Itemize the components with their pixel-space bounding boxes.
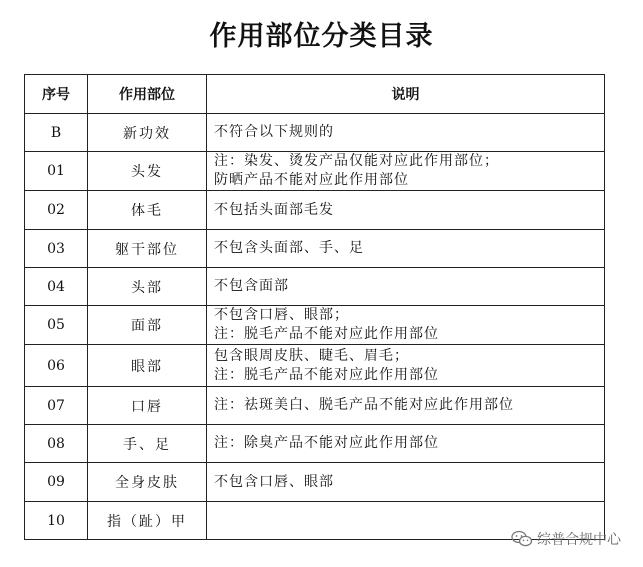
description-line: 注：祛斑美白、脱毛产品不能对应此作用部位 [214, 397, 514, 413]
row-description [207, 306, 605, 345]
row-description [207, 152, 605, 191]
row-part: 面部 [88, 306, 207, 345]
table-row [25, 230, 605, 268]
row-part: 新功效 [88, 114, 207, 152]
row-number: 09 [25, 463, 88, 502]
row-part: 躯干部位 [88, 230, 207, 268]
row-description [207, 191, 605, 230]
description-line: 不符合以下规则的 [214, 124, 334, 140]
row-number: 06 [25, 345, 88, 387]
row-number: 08 [25, 425, 88, 463]
wechat-icon [511, 530, 533, 548]
row-part: 全身皮肤 [88, 463, 207, 502]
row-number: 07 [25, 387, 88, 425]
row-part: 指（趾）甲 [88, 502, 207, 540]
row-description [207, 425, 605, 463]
page-title: 作用部位分类目录 [209, 21, 434, 52]
table-row [25, 345, 605, 387]
row-description [207, 268, 605, 306]
row-part: 体毛 [88, 191, 207, 230]
row-part: 头发 [88, 152, 207, 191]
table-row [25, 152, 605, 191]
header-no: 序号 [25, 75, 88, 114]
watermark-text: 综普合规中心 [537, 532, 621, 548]
category-table [24, 74, 605, 540]
description-line: 包含眼周皮肤、睫毛、眉毛； [214, 347, 409, 364]
row-number: B [25, 114, 88, 152]
description-line: 不包含口唇、眼部 [214, 473, 334, 490]
description-line: 不包括头面部毛发 [214, 201, 334, 218]
row-number: 05 [25, 306, 88, 345]
watermark [511, 529, 621, 549]
table-row [25, 114, 605, 152]
row-number: 02 [25, 191, 88, 230]
table-row [25, 268, 605, 306]
row-part: 口唇 [88, 387, 207, 425]
table-row [25, 463, 605, 502]
description-line: 注：脱毛产品不能对应此作用部位 [214, 366, 439, 383]
row-number: 04 [25, 268, 88, 306]
row-number: 01 [25, 152, 88, 191]
row-description [207, 387, 605, 425]
header-desc: 说明 [207, 75, 605, 114]
table-row [25, 306, 605, 345]
description-line: 注：脱毛产品不能对应此作用部位 [214, 326, 439, 342]
row-description [207, 463, 605, 502]
description-line: 不包含头面部、手、足 [214, 240, 364, 256]
description-line: 注：除臭产品不能对应此作用部位 [214, 435, 439, 451]
row-description [207, 230, 605, 268]
description-line: 注：染发、烫发产品仅能对应此作用部位； [214, 153, 499, 169]
row-number: 10 [25, 502, 88, 540]
row-description [207, 114, 605, 152]
description-line: 不包含面部 [214, 278, 289, 294]
description-line: 不包含口唇、眼部； [214, 307, 349, 323]
description-line: 防晒产品不能对应此作用部位 [214, 172, 409, 188]
table-row [25, 191, 605, 230]
table-row [25, 425, 605, 463]
row-number: 03 [25, 230, 88, 268]
row-part: 手、足 [88, 425, 207, 463]
row-description [207, 345, 605, 387]
table-header-row [25, 75, 605, 114]
table-row [25, 387, 605, 425]
row-part: 眼部 [88, 345, 207, 387]
row-part: 头部 [88, 268, 207, 306]
header-part: 作用部位 [88, 75, 207, 114]
